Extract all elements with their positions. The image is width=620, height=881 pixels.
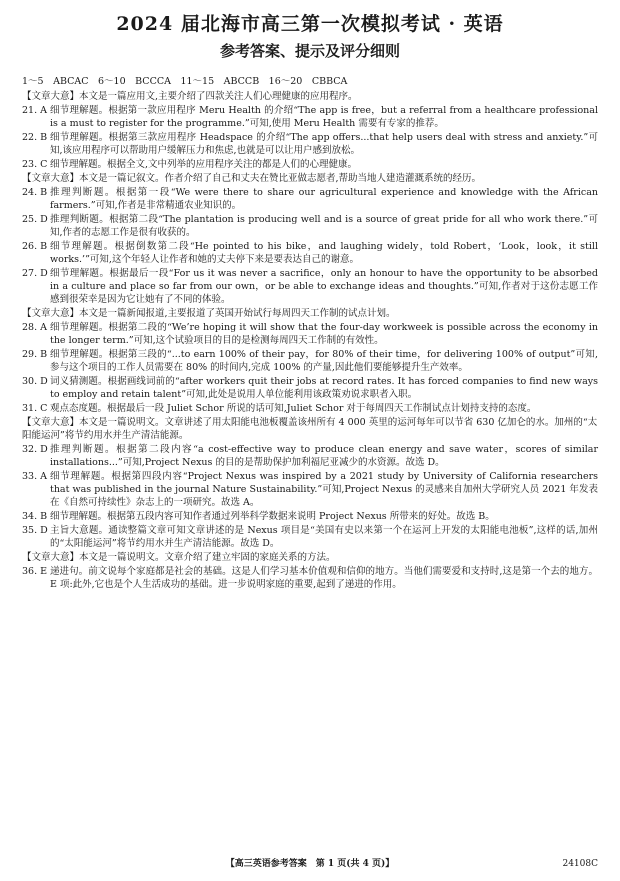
answer-item	[22, 565, 598, 591]
answer-explanation: 观点态度题。根据最后一段 Juliet Schor 所说的话可知,Juliet Schor 对于每周四天工作制试点计划持支持的态度。	[50, 403, 537, 414]
answer-number: 31. C	[22, 403, 48, 414]
answer-number: 24. B	[22, 187, 48, 198]
answer-explanation: 推理判断题。根据第二段内容“a cost-effective way to produce clean energy and save water，scores of similar installations...”可知,Project Nexus 的目的是帮助保护加利福尼亚减少的水资源。故选 D。	[50, 444, 598, 468]
answer-item	[22, 321, 598, 347]
answer-explanation: 细节理解题。根据第三段的“...to earn 100% of their pay，for 80% of their time，for delivering 100% of output”可知,参与这个项目的工作人员需要在 80% 的时间内,完成 100% 的产量,因此他们要能够提升生产效率。	[50, 349, 598, 373]
answer-number: 29. B	[22, 349, 48, 360]
answer-number: 30. D	[22, 376, 48, 387]
answer-explanation: 细节理解题。根据第一款应用程序 Meru Health 的介绍“The app is free，but a referral from a healthcare professional is a must to register for the programme.”可知,使用 Meru Health 需要有专家的推荐。	[50, 105, 598, 129]
answer-item	[22, 375, 598, 401]
answer-number: 26. B	[22, 241, 48, 252]
page-title: 2024 届北海市高三第一次模拟考试 · 英语	[116, 13, 504, 35]
answer-number: 28. A	[22, 322, 47, 333]
answer-explanation: 细节理解题。根据倒数第二段“He pointed to his bike，and laughing widely，told Robert，‘Look，look，it still works.’”可知,这个年轻人让作者和她的丈夫停下来是要表达自己的谢意。	[50, 241, 598, 265]
answer-explanation: 词义猜测题。根据画线词前的“after workers quit their jobs at record rates. It has forced companies to find new ways to employ and retain talent”可知,此处是说用人单位能利用该政策劝说求职者入职。	[50, 376, 598, 400]
answer-item	[22, 213, 598, 239]
page-footer	[22, 858, 598, 870]
answer-number: 33. A	[22, 471, 47, 482]
answer-explanation: 细节理解题。根据第二段的“We’re hoping it will show that the four-day workweek is possible across the economy in the longer term.”可知,这个试验项目的目的是检测每周四天工作制的有效性。	[50, 322, 598, 346]
answers-line: 1～5 ABCAC 6～10 BCCCA 11～15 ABCCB 16～20 CBBCA	[22, 76, 348, 87]
answer-number: 23. C	[22, 159, 48, 170]
answer-number: 25. D	[22, 214, 48, 225]
answer-item	[22, 510, 598, 523]
answer-number: 27. D	[22, 268, 48, 279]
article-summary: 【文章大意】本文是一篇应用文,主要介绍了四款关注人们心理健康的应用程序。	[22, 91, 358, 102]
answer-item	[22, 267, 598, 306]
answer-explanation: 细节理解题。根据全文,文中列举的应用程序关注的都是人们的心理健康。	[50, 159, 358, 170]
article-summary: 【文章大意】本文是一篇记叙文。作者介绍了自己和丈夫在赞比亚做志愿者,帮助当地人建造灌溉系统的经历。	[22, 173, 482, 184]
answer-item	[22, 104, 598, 130]
answer-item	[22, 131, 598, 157]
answer-explanation: 主旨大意题。通读整篇文章可知文章讲述的是 Nexus 项目是“美国有史以来第一个在运河上开发的太阳能电池板”,这样的话,加州的“太阳能运河”将节约用水并生产清洁能源。故选 D。	[50, 525, 598, 549]
answer-explanations	[22, 90, 598, 591]
answer-item	[22, 470, 598, 509]
answer-number: 34. B	[22, 511, 48, 522]
answer-explanation: 细节理解题。根据最后一段“For us it was never a sacrifice，only an honour to have the opportunity to be absorbed in a culture and place so far from our own，or be able to exchange ideas and thoughts.”可知,作者对于这份志愿工作感到很荣幸是因为它让她有了不同的体验。	[50, 268, 598, 305]
footer-code: 24108C	[562, 859, 598, 869]
article-summary: 【文章大意】本文是一篇新闻报道,主要报道了英国开始试行每周四天工作制的试点计划。	[22, 308, 396, 319]
answer-explanation: 细节理解题。根据第五段内容可知作者通过列举科学数据来说明 Project Nexus 所带来的好处。故选 B。	[50, 511, 495, 522]
answer-explanation: 推理判断题。根据第二段“The plantation is producing well and is a source of great pride for all who work there.”可知,作者的志愿工作是很有收获的。	[50, 214, 598, 238]
answer-item	[22, 348, 598, 374]
answer-number: 36. E	[22, 566, 48, 577]
footer-page-info: 【高三英语参考答案 第 1 页(共 4 页)】	[225, 859, 395, 869]
answer-item	[22, 443, 598, 469]
answer-number: 21. A	[22, 105, 47, 116]
article-summary: 【文章大意】本文是一篇说明文。文章讲述了用太阳能电池板覆盖该州所有 4 000 英里的运河每年可以节省 630 亿加仑的水。加州的“太阳能运河”将节约用水并生产清洁能源。	[22, 417, 598, 441]
answer-item	[22, 186, 598, 212]
answer-number: 32. D	[22, 444, 48, 455]
answer-explanation: 细节理解题。根据第四段内容“Project Nexus was inspired by a 2021 study by University of California researchers that was published in the journal Nature Sustainability.”可知,Project Nexus 的灵感来自加州大学研究人员 2021 年发表在《自然可持续性》杂志上的一项研究。故选 A。	[50, 471, 598, 508]
page-subtitle: 参考答案、提示及评分细则	[219, 42, 400, 60]
answer-item	[22, 402, 598, 415]
answer-item	[22, 240, 598, 266]
answer-explanation: 细节理解题。根据第三款应用程序 Headspace 的介绍“The app offers...that help users deal with stress and anxiety.”可知,该应用程序可以帮助用户缓解压力和焦虑,也就是可以让用户感到放松。	[50, 132, 598, 156]
answer-explanation: 递进句。前文说每个家庭都是社会的基础。这是人们学习基本价值观和信仰的地方。当他们需要爱和支持时,这是第一个去的地方。E 项:此外,它也是个人生活成功的基础。进一步说明家庭的重要,起到了递进的作用。	[50, 566, 598, 590]
article-summary: 【文章大意】本文是一篇说明文。文章介绍了建立牢固的家庭关系的方法。	[22, 552, 336, 563]
answer-number: 35. D	[22, 525, 48, 536]
answer-item	[22, 158, 598, 171]
answer-number: 22. B	[22, 132, 48, 143]
answer-explanation: 推理判断题。根据第一段“We were there to share our agricultural experience and knowledge with the African farmers.”可知,作者是非常精通农业知识的。	[50, 187, 598, 211]
answer-item	[22, 524, 598, 550]
